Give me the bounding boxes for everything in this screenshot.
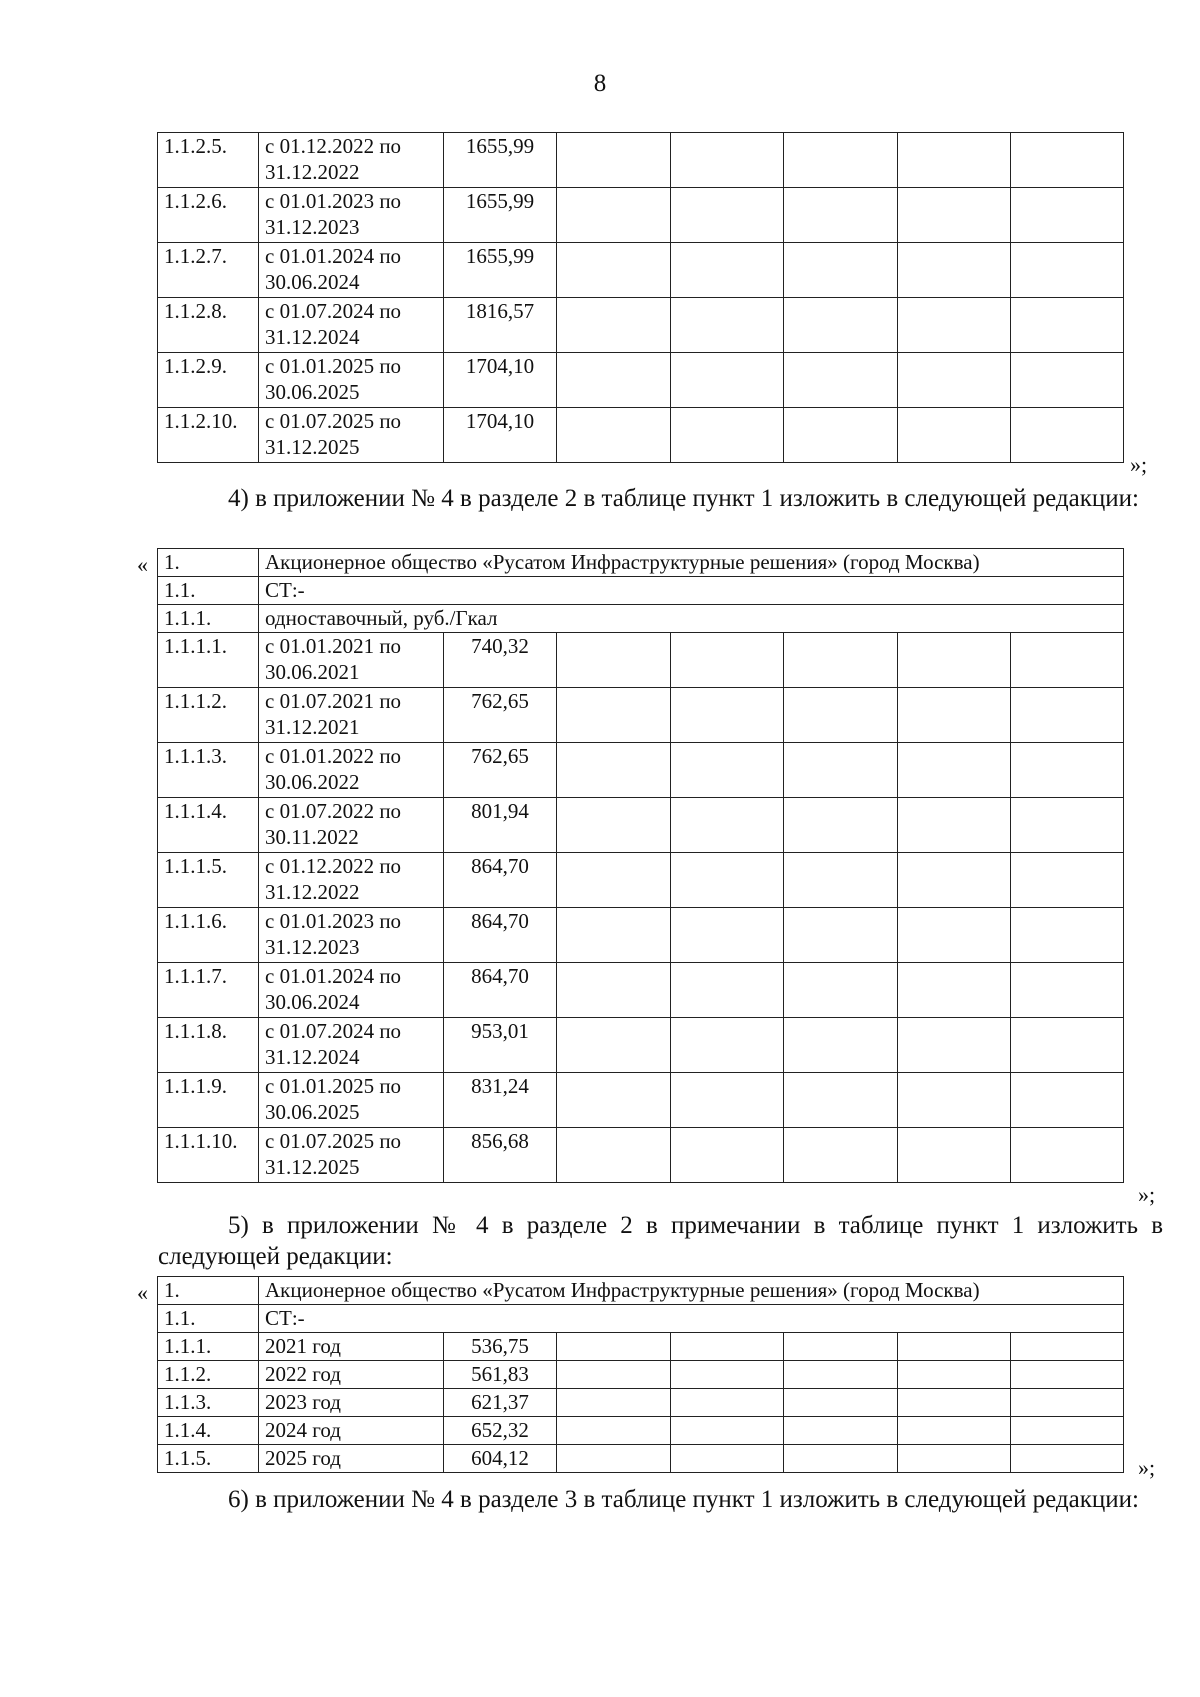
row-period: с 01.07.2024 по 31.12.2024 xyxy=(259,298,444,353)
empty-cell xyxy=(671,353,784,408)
empty-cell xyxy=(898,798,1011,853)
row-value: 762,65 xyxy=(444,688,557,743)
empty-cell xyxy=(1011,1018,1124,1073)
empty-cell xyxy=(898,1389,1011,1417)
row-code: 1.1.1. xyxy=(158,1333,259,1361)
empty-cell xyxy=(671,1445,784,1473)
empty-cell xyxy=(784,1018,898,1073)
row-period: 2025 год xyxy=(259,1445,444,1473)
empty-cell xyxy=(557,298,671,353)
empty-cell xyxy=(784,688,898,743)
empty-cell xyxy=(784,1128,898,1183)
empty-cell xyxy=(898,1073,1011,1128)
empty-cell xyxy=(557,1417,671,1445)
empty-cell xyxy=(671,1417,784,1445)
row-value: 536,75 xyxy=(444,1333,557,1361)
empty-cell xyxy=(557,1073,671,1128)
note-table-section2 xyxy=(157,1276,1124,1473)
empty-cell xyxy=(671,908,784,963)
empty-cell xyxy=(671,298,784,353)
row-value: 561,83 xyxy=(444,1361,557,1389)
empty-cell xyxy=(671,633,784,688)
table-row xyxy=(158,1128,1124,1183)
table-row xyxy=(158,188,1124,243)
empty-cell xyxy=(557,1333,671,1361)
empty-cell xyxy=(671,853,784,908)
empty-cell xyxy=(784,963,898,1018)
empty-cell xyxy=(671,1361,784,1389)
table-row xyxy=(158,743,1124,798)
empty-cell xyxy=(557,743,671,798)
empty-cell xyxy=(784,243,898,298)
row-value: 856,68 xyxy=(444,1128,557,1183)
empty-cell xyxy=(557,908,671,963)
empty-cell xyxy=(1011,1389,1124,1417)
empty-cell xyxy=(557,688,671,743)
empty-cell xyxy=(898,1333,1011,1361)
empty-cell xyxy=(898,133,1011,188)
empty-cell xyxy=(671,243,784,298)
row-period: с 01.01.2025 по 30.06.2025 xyxy=(259,353,444,408)
row-value: 1655,99 xyxy=(444,243,557,298)
row-code: 1.1.2.10. xyxy=(158,408,259,463)
empty-cell xyxy=(557,1389,671,1417)
table-row xyxy=(158,1417,1124,1445)
row-code: 1.1.1.4. xyxy=(158,798,259,853)
row-value: 1704,10 xyxy=(444,353,557,408)
empty-cell xyxy=(898,408,1011,463)
row-period: с 01.12.2022 по 31.12.2022 xyxy=(259,133,444,188)
row-period: с 01.01.2021 по 30.06.2021 xyxy=(259,633,444,688)
row-value: 621,37 xyxy=(444,1389,557,1417)
empty-cell xyxy=(1011,1073,1124,1128)
empty-cell xyxy=(671,798,784,853)
table3-close-quote: »; xyxy=(1138,1455,1156,1480)
table-row xyxy=(158,1361,1124,1389)
empty-cell xyxy=(1011,798,1124,853)
empty-cell xyxy=(898,633,1011,688)
empty-cell xyxy=(784,853,898,908)
row-code: 1.1.2. xyxy=(158,1361,259,1389)
empty-cell xyxy=(671,1389,784,1417)
empty-cell xyxy=(1011,298,1124,353)
row-code: 1.1.1.2. xyxy=(158,688,259,743)
empty-cell xyxy=(784,133,898,188)
empty-cell xyxy=(671,188,784,243)
table2-close-quote: »; xyxy=(1138,1182,1156,1207)
row-value: 740,32 xyxy=(444,633,557,688)
row-value: 1655,99 xyxy=(444,188,557,243)
row-value: 1816,57 xyxy=(444,298,557,353)
row-value: 1704,10 xyxy=(444,408,557,463)
row-period: с 01.07.2021 по 31.12.2021 xyxy=(259,688,444,743)
empty-cell xyxy=(784,1417,898,1445)
table-row xyxy=(158,963,1124,1018)
empty-cell xyxy=(898,188,1011,243)
table2-open-quote: « xyxy=(137,552,148,577)
table-header-row xyxy=(158,1277,1124,1305)
empty-cell xyxy=(557,188,671,243)
row-value: 864,70 xyxy=(444,853,557,908)
row-period: с 01.01.2025 по 30.06.2025 xyxy=(259,1073,444,1128)
empty-cell xyxy=(671,743,784,798)
empty-cell xyxy=(898,963,1011,1018)
row-period: с 01.01.2024 по 30.06.2024 xyxy=(259,963,444,1018)
row-code: 1.1.1.6. xyxy=(158,908,259,963)
empty-cell xyxy=(1011,408,1124,463)
empty-cell xyxy=(671,688,784,743)
row-period: 2024 год xyxy=(259,1417,444,1445)
empty-cell xyxy=(898,688,1011,743)
row-code: 1.1.2.7. xyxy=(158,243,259,298)
row-code: 1.1.4. xyxy=(158,1417,259,1445)
table-row xyxy=(158,1333,1124,1361)
empty-cell xyxy=(557,1361,671,1389)
empty-cell xyxy=(1011,853,1124,908)
row-code: 1.1.5. xyxy=(158,1445,259,1473)
row-code: 1.1.1.9. xyxy=(158,1073,259,1128)
paragraph-5: 5) в приложении № 4 в разделе 2 в примечании в таблице пункт 1 изложить в следующей редакции: xyxy=(158,1212,1163,1270)
row-period: с 01.07.2025 по 31.12.2025 xyxy=(259,408,444,463)
empty-cell xyxy=(1011,963,1124,1018)
table-row xyxy=(158,688,1124,743)
table-row xyxy=(158,353,1124,408)
empty-cell xyxy=(1011,688,1124,743)
empty-cell xyxy=(898,853,1011,908)
row-code: 1.1.1.1. xyxy=(158,633,259,688)
empty-cell xyxy=(784,188,898,243)
row-heading: Акционерное общество «Русатом Инфраструктурные решения» (город Москва) xyxy=(259,549,1124,577)
empty-cell xyxy=(1011,243,1124,298)
empty-cell xyxy=(557,633,671,688)
row-heading: одноставочный, руб./Гкал xyxy=(259,605,1124,633)
empty-cell xyxy=(784,353,898,408)
table-row xyxy=(158,798,1124,853)
tariff-table-continuation xyxy=(157,132,1124,463)
empty-cell xyxy=(1011,1128,1124,1183)
row-period: с 01.01.2023 по 31.12.2023 xyxy=(259,908,444,963)
empty-cell xyxy=(898,298,1011,353)
row-period: с 01.07.2022 по 30.11.2022 xyxy=(259,798,444,853)
row-code: 1.1.1.10. xyxy=(158,1128,259,1183)
table1-close-quote: »; xyxy=(1130,452,1148,477)
paragraph-6: 6) в приложении № 4 в разделе 3 в таблице пункт 1 изложить в следующей редакции: xyxy=(228,1486,1139,1513)
empty-cell xyxy=(784,1445,898,1473)
row-code: 1.1.1.3. xyxy=(158,743,259,798)
row-period: с 01.01.2024 по 30.06.2024 xyxy=(259,243,444,298)
empty-cell xyxy=(1011,353,1124,408)
empty-cell xyxy=(557,133,671,188)
row-code: 1.1. xyxy=(158,1305,259,1333)
row-code: 1.1.1.7. xyxy=(158,963,259,1018)
empty-cell xyxy=(784,1361,898,1389)
empty-cell xyxy=(671,963,784,1018)
empty-cell xyxy=(557,963,671,1018)
row-value: 604,12 xyxy=(444,1445,557,1473)
table-row xyxy=(158,133,1124,188)
row-period: 2023 год xyxy=(259,1389,444,1417)
row-value: 864,70 xyxy=(444,963,557,1018)
row-code: 1.1.1.8. xyxy=(158,1018,259,1073)
empty-cell xyxy=(784,1389,898,1417)
row-period: с 01.12.2022 по 31.12.2022 xyxy=(259,853,444,908)
table-row xyxy=(158,243,1124,298)
empty-cell xyxy=(671,133,784,188)
empty-cell xyxy=(898,1018,1011,1073)
empty-cell xyxy=(671,1128,784,1183)
empty-cell xyxy=(1011,1417,1124,1445)
empty-cell xyxy=(557,1445,671,1473)
empty-cell xyxy=(557,243,671,298)
row-value: 864,70 xyxy=(444,908,557,963)
row-heading: СТ:- xyxy=(259,577,1124,605)
empty-cell xyxy=(557,798,671,853)
empty-cell xyxy=(784,298,898,353)
row-code: 1.1.1.5. xyxy=(158,853,259,908)
table-row xyxy=(158,298,1124,353)
table-row xyxy=(158,1018,1124,1073)
empty-cell xyxy=(1011,188,1124,243)
empty-cell xyxy=(784,1073,898,1128)
row-period: с 01.07.2025 по 31.12.2025 xyxy=(259,1128,444,1183)
row-value: 801,94 xyxy=(444,798,557,853)
empty-cell xyxy=(898,1445,1011,1473)
empty-cell xyxy=(557,1018,671,1073)
empty-cell xyxy=(898,243,1011,298)
empty-cell xyxy=(898,743,1011,798)
empty-cell xyxy=(671,1333,784,1361)
table-row xyxy=(158,1389,1124,1417)
empty-cell xyxy=(784,743,898,798)
row-code: 1.1.2.6. xyxy=(158,188,259,243)
row-period: с 01.07.2024 по 31.12.2024 xyxy=(259,1018,444,1073)
table-header-row xyxy=(158,1305,1124,1333)
empty-cell xyxy=(898,1128,1011,1183)
empty-cell xyxy=(784,408,898,463)
row-value: 1655,99 xyxy=(444,133,557,188)
empty-cell xyxy=(784,798,898,853)
table-row xyxy=(158,1073,1124,1128)
empty-cell xyxy=(1011,1445,1124,1473)
empty-cell xyxy=(784,633,898,688)
empty-cell xyxy=(1011,633,1124,688)
table3-open-quote: « xyxy=(137,1280,148,1305)
row-period: с 01.01.2023 по 31.12.2023 xyxy=(259,188,444,243)
empty-cell xyxy=(1011,133,1124,188)
row-code: 1.1. xyxy=(158,577,259,605)
table-row xyxy=(158,853,1124,908)
row-code: 1.1.3. xyxy=(158,1389,259,1417)
row-heading: Акционерное общество «Русатом Инфраструктурные решения» (город Москва) xyxy=(259,1277,1124,1305)
table-row xyxy=(158,908,1124,963)
table-row xyxy=(158,408,1124,463)
empty-cell xyxy=(784,1333,898,1361)
empty-cell xyxy=(898,1417,1011,1445)
row-value: 762,65 xyxy=(444,743,557,798)
page-number: 8 xyxy=(593,70,607,97)
row-period: 2021 год xyxy=(259,1333,444,1361)
empty-cell xyxy=(1011,1333,1124,1361)
paragraph-4: 4) в приложении № 4 в разделе 2 в таблице пункт 1 изложить в следующей редакции: xyxy=(228,485,1139,512)
table-header-row xyxy=(158,605,1124,633)
table-header-row xyxy=(158,549,1124,577)
empty-cell xyxy=(898,908,1011,963)
row-code: 1.1.2.5. xyxy=(158,133,259,188)
empty-cell xyxy=(557,853,671,908)
table-header-row xyxy=(158,577,1124,605)
row-period: с 01.01.2022 по 30.06.2022 xyxy=(259,743,444,798)
row-value: 953,01 xyxy=(444,1018,557,1073)
empty-cell xyxy=(784,908,898,963)
tariff-table-section2 xyxy=(157,548,1124,1183)
empty-cell xyxy=(1011,908,1124,963)
empty-cell xyxy=(557,1128,671,1183)
row-period: 2022 год xyxy=(259,1361,444,1389)
row-code: 1. xyxy=(158,1277,259,1305)
empty-cell xyxy=(1011,743,1124,798)
row-code: 1.1.1. xyxy=(158,605,259,633)
table-row xyxy=(158,633,1124,688)
row-code: 1.1.2.9. xyxy=(158,353,259,408)
empty-cell xyxy=(557,353,671,408)
row-code: 1. xyxy=(158,549,259,577)
empty-cell xyxy=(1011,1361,1124,1389)
row-code: 1.1.2.8. xyxy=(158,298,259,353)
empty-cell xyxy=(671,1073,784,1128)
empty-cell xyxy=(557,408,671,463)
empty-cell xyxy=(898,353,1011,408)
empty-cell xyxy=(671,1018,784,1073)
row-value: 831,24 xyxy=(444,1073,557,1128)
row-heading: СТ:- xyxy=(259,1305,1124,1333)
empty-cell xyxy=(671,408,784,463)
table-row xyxy=(158,1445,1124,1473)
empty-cell xyxy=(898,1361,1011,1389)
row-value: 652,32 xyxy=(444,1417,557,1445)
